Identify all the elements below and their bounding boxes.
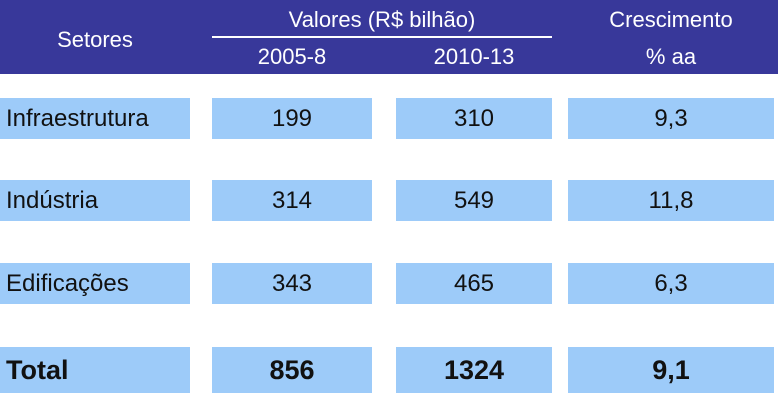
table-header <box>0 0 778 74</box>
total-value-2005-8: 856 <box>212 347 372 393</box>
crescimento-header: Crescimento <box>609 7 733 32</box>
row-value-2005-8: 343 <box>212 263 372 304</box>
row-value-2010-13: 310 <box>396 98 552 139</box>
row-value-2010-13: 549 <box>396 180 552 221</box>
row-label-infraestrutura: Infraestrutura <box>0 98 190 139</box>
row-value-2005-8: 199 <box>212 98 372 139</box>
valores-header: Valores (R$ bilhão) <box>288 7 476 32</box>
period2-header: 2010-13 <box>433 44 515 69</box>
total-value-2010-13: 1324 <box>396 347 552 393</box>
setores-header: Setores <box>57 27 133 52</box>
total-label: Total <box>0 347 190 393</box>
row-label-edificacoes: Edificações <box>0 263 190 304</box>
row-growth: 9,3 <box>568 98 774 139</box>
total-growth: 9,1 <box>568 347 774 393</box>
row-label-industria: Indústria <box>0 180 190 221</box>
row-growth: 6,3 <box>568 263 774 304</box>
header-divider <box>212 36 552 38</box>
row-value-2010-13: 465 <box>396 263 552 304</box>
unit-header: % aa <box>645 44 697 69</box>
row-growth: 11,8 <box>568 180 774 221</box>
row-value-2005-8: 314 <box>212 180 372 221</box>
period1-header: 2005-8 <box>257 44 327 69</box>
